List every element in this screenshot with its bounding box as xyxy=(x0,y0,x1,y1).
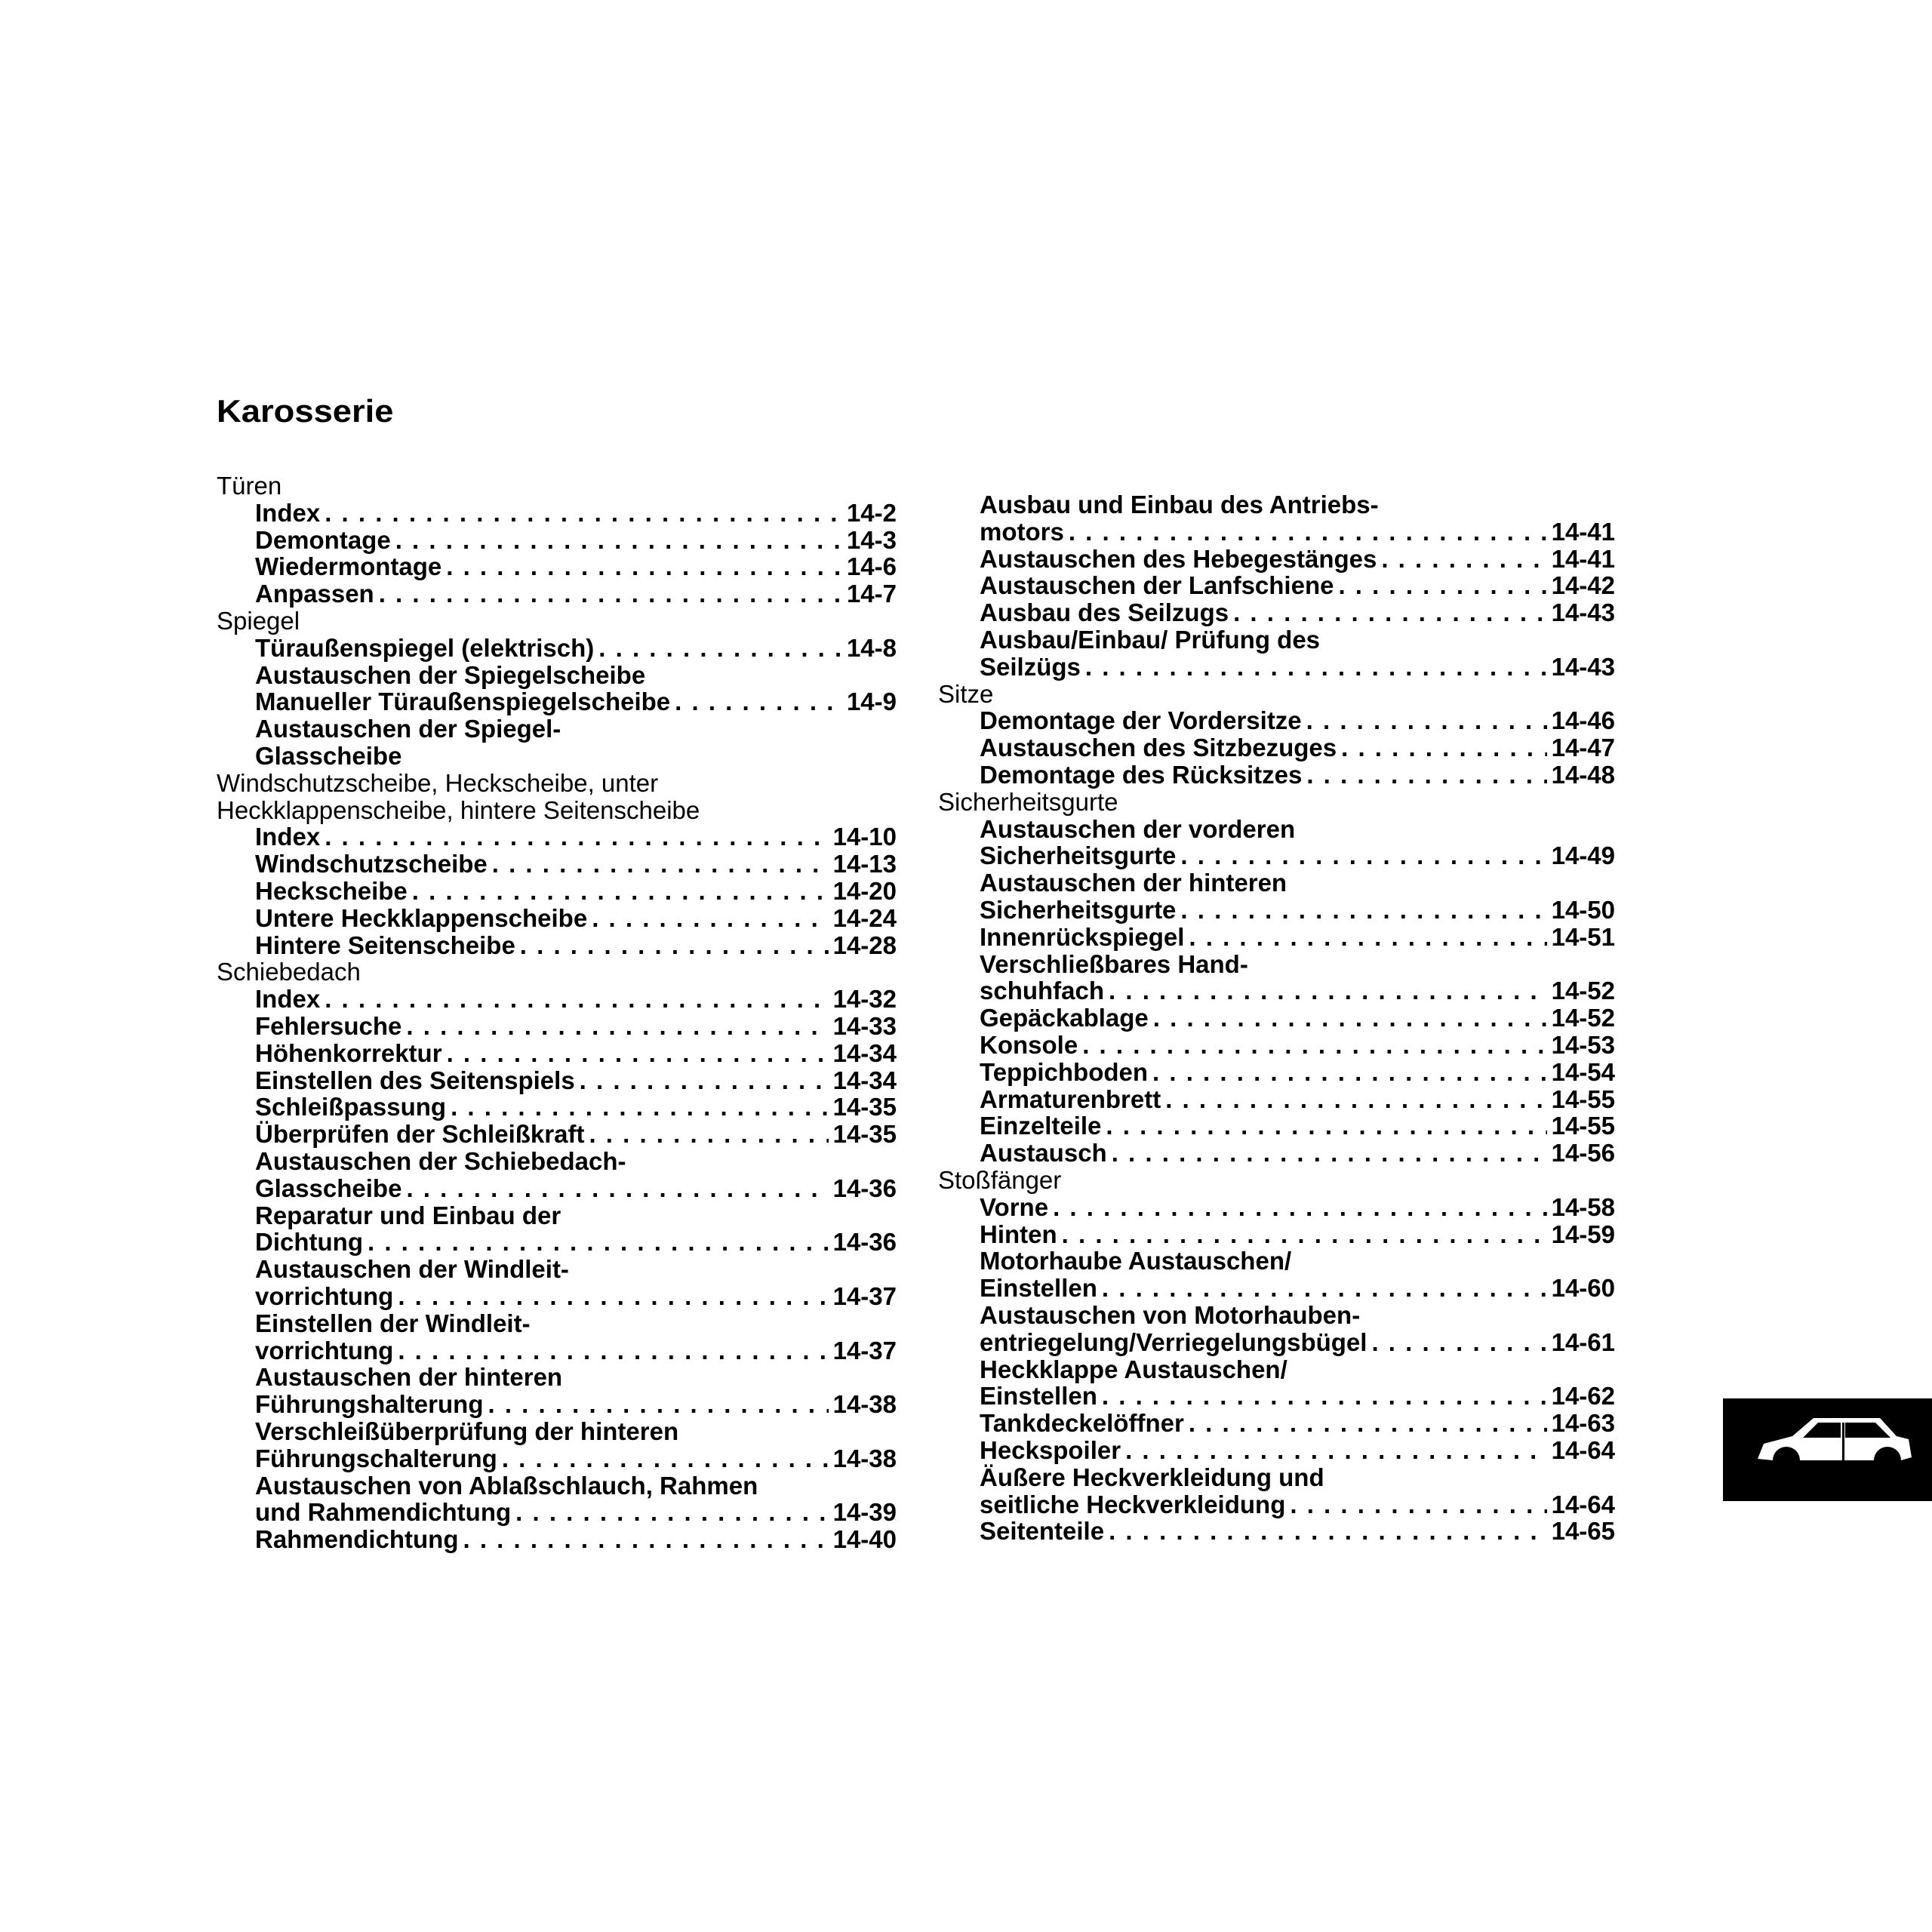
toc-entry-label: Austauschen der Schiebedach- xyxy=(255,1147,626,1175)
toc-entry-label: Türen xyxy=(217,472,282,500)
dot-leader xyxy=(1125,1437,1547,1464)
toc-entry xyxy=(980,1086,1615,1113)
toc-entry-label: Reparatur und Einbau der xyxy=(255,1201,561,1229)
toc-page-number: 14-47 xyxy=(1551,734,1615,762)
toc-entry xyxy=(980,599,1615,626)
toc-entry xyxy=(980,707,1615,734)
dot-leader xyxy=(1381,546,1546,573)
toc-entry xyxy=(980,1410,1615,1437)
toc-page-number: 14-34 xyxy=(832,1066,897,1094)
toc-entry xyxy=(980,1275,1615,1302)
toc-entry xyxy=(980,1518,1615,1545)
toc-entry xyxy=(980,518,1615,546)
toc-entry xyxy=(980,951,1615,978)
toc-entry-label: Austauschen der Spiegel- xyxy=(255,715,561,743)
toc-entry-label: Austauschen der Windleit- xyxy=(255,1255,569,1284)
toc-entry-label: Demontage des Rücksitzes xyxy=(980,761,1303,789)
toc-entry xyxy=(980,761,1615,789)
toc-entry xyxy=(980,491,1615,518)
toc-entry-label: Austauschen von Motorhauben- xyxy=(980,1301,1361,1329)
dot-leader xyxy=(1085,654,1547,681)
toc-page-number: 14-9 xyxy=(846,688,897,716)
toc-heading xyxy=(938,681,1615,708)
toc-page-number: 14-48 xyxy=(1551,761,1615,789)
toc-entry-label: Einstellen xyxy=(980,1274,1097,1303)
toc-page-number: 14-63 xyxy=(1551,1409,1615,1438)
dot-leader xyxy=(1180,897,1546,924)
toc-entry-label: Index xyxy=(255,498,321,527)
toc-page-number: 14-38 xyxy=(832,1444,897,1472)
toc-entry-label: Heckscheibe xyxy=(255,877,408,905)
toc-page-number: 14-38 xyxy=(832,1390,897,1419)
toc-page-number: 14-49 xyxy=(1551,841,1615,870)
toc-page-number: 14-40 xyxy=(832,1525,897,1554)
dot-leader xyxy=(1102,1275,1547,1302)
toc-page-number: 14-37 xyxy=(832,1336,897,1364)
toc-page-number: 14-34 xyxy=(832,1038,897,1067)
dot-leader xyxy=(1112,1140,1547,1167)
toc-page-number: 14-61 xyxy=(1551,1327,1615,1356)
toc-entry-label: Windschutzscheibe xyxy=(255,850,488,878)
toc-page-number: 14-24 xyxy=(832,903,897,932)
toc-entry-label: Windschutzscheibe, Heckscheibe, unter xyxy=(217,768,659,797)
toc-entry xyxy=(980,1140,1615,1167)
dot-leader xyxy=(1306,761,1546,789)
page-title: Karosserie xyxy=(217,393,394,429)
toc-page-number: 14-7 xyxy=(846,580,897,608)
toc-entry xyxy=(980,1356,1615,1383)
toc-entry-label: Demontage der Vordersitze xyxy=(980,706,1302,735)
toc-entry xyxy=(980,1464,1615,1491)
dot-leader xyxy=(1062,1221,1547,1248)
toc-entry-label: Manueller Türaußenspiegelscheibe xyxy=(255,688,671,716)
toc-entry-label: Höhenkorrektur xyxy=(255,1038,442,1067)
toc-page-number: 14-58 xyxy=(1551,1192,1615,1221)
toc-page-number: 14-60 xyxy=(1551,1274,1615,1303)
toc-entry-label: Austauschen von Ablaßschlauch, Rahmen xyxy=(255,1471,758,1500)
toc-entry-label: Heckklappe Austauschen/ xyxy=(980,1355,1287,1383)
toc-entry-label: Hintere Seitenscheibe xyxy=(255,931,515,959)
toc-entry-label: Äußere Heckverkleidung und xyxy=(980,1463,1324,1491)
toc-page-number: 14-56 xyxy=(1551,1139,1615,1168)
toc-entry-label: Sicherheitsgurte xyxy=(938,787,1118,816)
toc-entry-label: Fehlersuche xyxy=(255,1012,402,1040)
toc-page-number: 14-62 xyxy=(1551,1382,1615,1411)
section-tab xyxy=(1723,1398,1932,1501)
toc-page-number: 14-6 xyxy=(846,552,897,581)
dot-leader xyxy=(1306,707,1547,734)
toc-entry xyxy=(980,1329,1615,1356)
toc-page-number: 14-54 xyxy=(1551,1057,1615,1086)
toc-entry xyxy=(980,1112,1615,1140)
toc-entry-label: Schleißpassung xyxy=(255,1093,447,1121)
dot-leader xyxy=(1082,1032,1546,1059)
toc-page-number: 14-35 xyxy=(832,1120,897,1149)
toc-page-number: 14-13 xyxy=(832,850,897,878)
toc-entry-label: Austausch xyxy=(980,1139,1107,1168)
toc-entry-label: Rahmendichtung xyxy=(255,1525,459,1554)
toc-page-number: 14-3 xyxy=(846,525,897,554)
toc-entry-label: schuhfach xyxy=(980,977,1105,1005)
toc-entry-label: Seitenteile xyxy=(980,1517,1105,1546)
toc-entry xyxy=(980,1221,1615,1248)
toc-entry-label: Einzelteile xyxy=(980,1112,1102,1140)
toc-entry-label: Teppichboden xyxy=(980,1057,1149,1086)
toc-entry-label: entriegelung/Verriegelungsbügel xyxy=(980,1327,1367,1356)
toc-entry xyxy=(980,1032,1615,1059)
toc-entry-label: Sicherheitsgurte xyxy=(980,841,1177,870)
toc-heading xyxy=(938,1167,1615,1194)
toc-entry-label: Austauschen des Sitzbezuges xyxy=(980,734,1337,762)
dot-leader xyxy=(1371,1329,1546,1356)
toc-entry-label: Index xyxy=(255,985,321,1014)
toc-entry-label: Demontage xyxy=(255,525,391,554)
toc-entry-label: Führungschalterung xyxy=(255,1444,497,1472)
toc-entry-label: seitliche Heckverkleidung xyxy=(980,1490,1286,1518)
toc-page-number: 14-43 xyxy=(1551,598,1615,627)
toc-entry-label: Innenrückspiegel xyxy=(980,922,1185,951)
dot-leader xyxy=(1106,1112,1546,1140)
dot-leader xyxy=(1109,1518,1547,1545)
toc-page-number: 14-55 xyxy=(1551,1112,1615,1140)
toc-entry-label: Heckspoiler xyxy=(980,1436,1121,1464)
toc-entry-label: Tankdeckelöffner xyxy=(980,1409,1184,1438)
toc-entry-label: vorrichtung xyxy=(255,1336,394,1364)
toc-entry xyxy=(980,1383,1615,1410)
toc-heading xyxy=(938,789,1615,816)
toc-entry-label: Hinten xyxy=(980,1220,1057,1248)
dot-leader xyxy=(1233,599,1547,626)
toc-entry-label: Motorhaube Austauschen/ xyxy=(980,1247,1292,1275)
toc-entry-label: Sitze xyxy=(938,679,994,708)
toc-entry xyxy=(980,1194,1615,1221)
toc-entry-label: Austauschen der vorderen xyxy=(980,814,1296,843)
toc-page-number: 14-50 xyxy=(1551,896,1615,924)
toc-entry-label: Austauschen des Hebegestänges xyxy=(980,544,1377,573)
toc-entry-label: Ausbau des Seilzugs xyxy=(980,598,1229,627)
toc-entry-label: Austauschen der hinteren xyxy=(980,869,1287,897)
toc-entry xyxy=(980,1247,1615,1275)
toc-entry xyxy=(980,977,1615,1004)
toc-entry xyxy=(980,924,1615,951)
toc-page-number: 14-53 xyxy=(1551,1031,1615,1059)
toc-entry-label: Untere Heckklappenscheibe xyxy=(255,903,588,932)
toc-entry xyxy=(980,897,1615,924)
toc-page-number: 14-32 xyxy=(832,985,897,1014)
toc-page-number: 14-51 xyxy=(1551,922,1615,951)
toc-entry xyxy=(980,572,1615,599)
toc-page-number: 14-20 xyxy=(832,877,897,905)
toc-entry-label: Einstellen des Seitenspiels xyxy=(255,1066,575,1094)
toc-entry-label: Spiegel xyxy=(217,607,300,635)
toc-entry xyxy=(980,626,1615,654)
dot-leader xyxy=(1153,1004,1547,1032)
toc-entry-label: Heckklappenscheibe, hintere Seitenscheibe xyxy=(217,795,700,824)
toc-page-number: 14-33 xyxy=(832,1012,897,1040)
toc-entry-label: Türaußenspiegel (elektrisch) xyxy=(255,633,595,662)
dot-leader xyxy=(1102,1383,1547,1410)
toc-page-number: 14-10 xyxy=(832,823,897,851)
toc-entry-label: Dichtung xyxy=(255,1228,363,1257)
dot-leader xyxy=(1109,977,1547,1004)
toc-page-number: 14-43 xyxy=(1551,652,1615,681)
toc-entry-label: Einstellen der Windleit- xyxy=(255,1309,531,1337)
toc-entry-label: Austauschen der hinteren xyxy=(255,1363,563,1392)
toc-entry xyxy=(980,546,1615,573)
toc-page-number: 14-41 xyxy=(1551,517,1615,546)
toc-page-number: 14-52 xyxy=(1551,1004,1615,1032)
toc-entry-label: Wiedermontage xyxy=(255,552,442,581)
dot-leader xyxy=(1290,1491,1546,1518)
toc-entry xyxy=(980,816,1615,843)
car-body-icon xyxy=(1753,1414,1915,1486)
dot-leader xyxy=(1165,1086,1546,1113)
toc-entry-label: Ausbau/Einbau/ Prüfung des xyxy=(980,626,1321,654)
toc-page-number: 14-55 xyxy=(1551,1084,1615,1113)
toc-entry xyxy=(980,1302,1615,1329)
toc-entry xyxy=(980,1059,1615,1086)
toc-entry xyxy=(980,842,1615,869)
toc-page-number: 14-65 xyxy=(1551,1517,1615,1546)
toc-entry-label: Stoßfänger xyxy=(938,1166,1062,1194)
toc-page-number: 14-59 xyxy=(1551,1220,1615,1248)
toc-entry-label: Gepäckablage xyxy=(980,1004,1149,1032)
toc-entry-label: und Rahmendichtung xyxy=(255,1498,512,1527)
dot-leader xyxy=(1069,518,1547,546)
dot-leader xyxy=(1152,1059,1547,1086)
toc-entry-label: Vorne xyxy=(980,1192,1049,1221)
toc-entry xyxy=(980,654,1615,681)
toc-page-number: 14-37 xyxy=(832,1282,897,1310)
toc-page-number: 14-52 xyxy=(1551,977,1615,1005)
toc-entry-label: Index xyxy=(255,823,321,851)
toc-entry-label: Überprüfen der Schleißkraft xyxy=(255,1120,585,1149)
dot-leader xyxy=(1341,734,1546,761)
toc-entry-label: Glasscheibe xyxy=(255,1174,402,1202)
toc-entry-label: Glasscheibe xyxy=(255,742,402,770)
toc-page-number: 14-2 xyxy=(846,498,897,527)
toc-page-number: 14-28 xyxy=(832,931,897,959)
toc-entry-label: Verschließbares Hand- xyxy=(980,949,1248,978)
toc-page-number: 14-64 xyxy=(1551,1436,1615,1464)
toc-entry-label: Austauschen der Lanfschiene xyxy=(980,571,1334,600)
toc-page-number: 14-39 xyxy=(832,1498,897,1527)
toc-page-number: 14-35 xyxy=(832,1093,897,1121)
toc-entry-label: Ausbau und Einbau des Antriebs- xyxy=(980,491,1379,518)
toc-entry-label: Verschleißüberprüfung der hinteren xyxy=(255,1417,679,1445)
dot-leader xyxy=(1053,1194,1547,1221)
toc-entry-label: Seilzügs xyxy=(980,652,1081,681)
toc-entry-label: Anpassen xyxy=(255,580,374,608)
toc-entry-label: Armaturenbrett xyxy=(980,1084,1161,1113)
toc-page-number: 14-64 xyxy=(1551,1490,1615,1518)
toc-entry xyxy=(980,869,1615,897)
toc-entry-label: vorrichtung xyxy=(255,1282,394,1310)
dot-leader xyxy=(1189,924,1546,951)
toc-entry xyxy=(980,1491,1615,1518)
toc-entry-label: Austauschen der Spiegelscheibe xyxy=(255,660,646,689)
toc-page-number: 14-41 xyxy=(1551,544,1615,573)
dot-leader xyxy=(1189,1410,1547,1437)
dot-leader xyxy=(1180,842,1546,869)
toc-page-number: 14-46 xyxy=(1551,706,1615,735)
toc-entry-label: Sicherheitsgurte xyxy=(980,896,1177,924)
toc-entry-label: Einstellen xyxy=(980,1382,1097,1411)
toc-entry-label: Konsole xyxy=(980,1031,1078,1059)
toc-entry-label: Schiebedach xyxy=(217,958,361,986)
toc-entry xyxy=(980,734,1615,761)
toc-page-number: 14-36 xyxy=(832,1228,897,1257)
toc-entry-label: motors xyxy=(980,517,1064,546)
toc-page-number: 14-8 xyxy=(846,633,897,662)
toc-page-number: 14-42 xyxy=(1551,571,1615,600)
dot-leader xyxy=(1338,572,1546,599)
toc-entry-label: Führungshalterung xyxy=(255,1390,484,1419)
toc-page-number: 14-36 xyxy=(832,1174,897,1202)
toc-entry xyxy=(980,1437,1615,1464)
toc-entry xyxy=(980,1004,1615,1032)
